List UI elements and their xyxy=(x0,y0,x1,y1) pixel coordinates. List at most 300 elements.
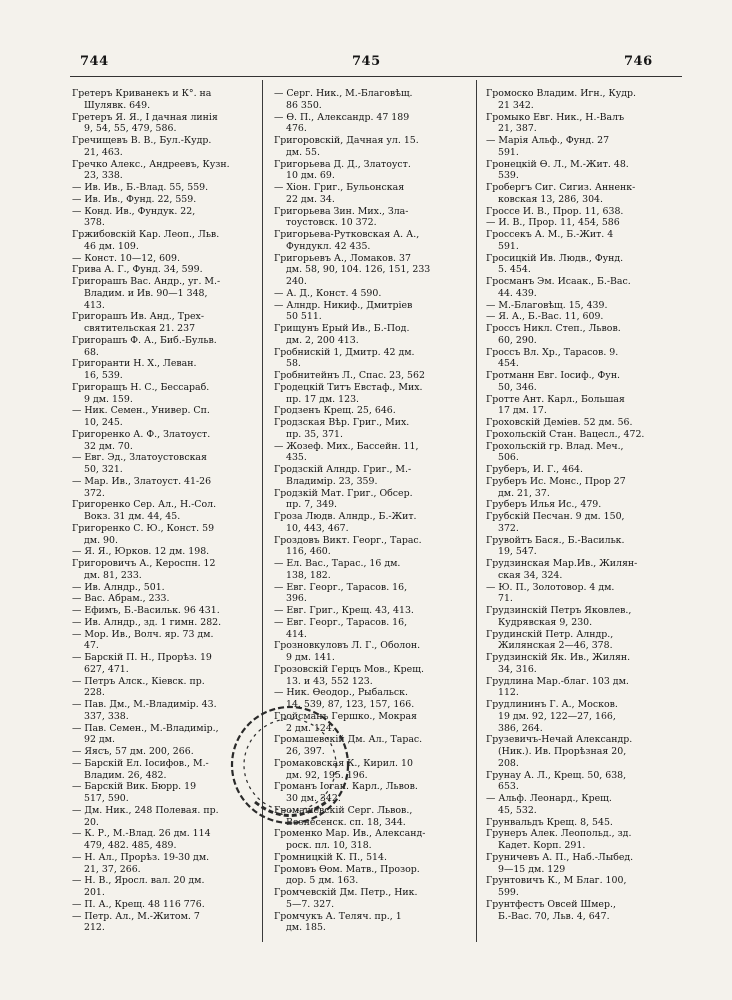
directory-entry xyxy=(486,217,672,229)
entry-address-line: Б.-Вас. 70, Льв. 4, 647. xyxy=(498,910,610,922)
entry-address-line: 50, 321. xyxy=(84,464,123,475)
entry-address-line: 44. 439. xyxy=(498,287,537,299)
entry-address-line: 58. xyxy=(286,358,301,370)
entry-name-line: — Ив. Алндр., 501. xyxy=(72,581,165,593)
entry-name-line: — Ив. Ив., Фунд. 22, 559. xyxy=(72,193,197,205)
entry-name-line: — Ел. Вас., Тарас., 16 дм. xyxy=(274,558,401,569)
directory-entry xyxy=(274,511,460,535)
entry-name-line: Гродзская Вѣр. Григ., Мих. xyxy=(274,417,410,428)
directory-entry xyxy=(486,899,672,923)
entry-name-line: — Барскій Ел. Іосифов., М.- xyxy=(72,757,209,769)
directory-entry xyxy=(72,629,258,653)
page-number-right: 746 xyxy=(624,54,653,69)
entry-address-line: 517, 590. xyxy=(84,793,129,804)
directory-entry xyxy=(72,358,258,382)
entry-name-line: Гродзенъ Крещ. 25, 646. xyxy=(274,405,396,417)
entry-name-line: — Хіон. Григ., Бульонская xyxy=(274,182,405,193)
entry-address-line: 9 дм. 159. xyxy=(84,393,133,405)
entry-address-line: 591. xyxy=(498,240,519,252)
directory-entry xyxy=(486,417,672,429)
entry-address-line: 208. xyxy=(498,757,519,769)
entry-address-line: Кадет. Корп. 291. xyxy=(498,840,586,851)
entry-address-line: 653. xyxy=(498,781,519,793)
directory-entry xyxy=(72,617,258,629)
entry-name-line: — И. В., Прор. 11, 454, 586 xyxy=(486,217,620,229)
entry-address-line: 372. xyxy=(498,522,519,534)
entry-address-line: дм. 90. xyxy=(84,534,118,546)
entry-address-line: 19, 547. xyxy=(498,546,537,558)
entry-name-line: Гросицкій Ив. Людв., Фунд. xyxy=(486,252,624,264)
directory-entry xyxy=(274,135,460,159)
directory-entry xyxy=(486,464,672,476)
library-stamp-icon xyxy=(225,690,355,840)
entry-name-line: — Ефимъ, Б.-Васильк. 96 431. xyxy=(72,605,220,616)
entry-name-line: Григоровичъ А., Кероспн. 12 xyxy=(72,558,216,569)
directory-entry xyxy=(486,699,672,734)
entry-address-line: 68. xyxy=(84,346,99,358)
directory-entry xyxy=(486,182,672,206)
directory-entry xyxy=(486,347,672,371)
entry-name-line: Григорьева Зин. Мих., Зла- xyxy=(274,205,409,217)
entry-address-line: дм. 92, 195. 196. xyxy=(286,769,368,781)
directory-entry xyxy=(274,253,460,288)
entry-address-line: 413. xyxy=(84,299,105,311)
directory-entry xyxy=(486,135,672,159)
entry-name-line: Гроздовъ Викт. Георг., Тарас. xyxy=(274,534,422,546)
entry-name-line: Грохольскій Стан. Вацесл., 472. xyxy=(486,428,645,440)
directory-entry xyxy=(72,382,258,406)
directory-entry xyxy=(274,605,460,617)
entry-address-line: дм. 21, 37. xyxy=(498,487,550,499)
directory-entry xyxy=(486,629,672,653)
directory-entry xyxy=(486,253,672,277)
entry-address-line: 21, 37, 266. xyxy=(84,863,141,875)
entry-name-line: Громанъ Іоган. Карл., Львов. xyxy=(274,781,418,793)
directory-entry xyxy=(72,652,258,676)
entry-name-line: Груберъ Илья Ис., 479. xyxy=(486,499,602,511)
entry-name-line: — Ив. Алндр., зд. 1 гимн. 282. xyxy=(72,616,222,628)
entry-name-line: — Вас. Абрам., 233. xyxy=(72,593,170,605)
directory-entry xyxy=(72,523,258,547)
entry-address-line: роск. пл. 10, 318. xyxy=(286,840,372,851)
directory-entry xyxy=(486,88,672,112)
entry-name-line: — Барскій Вик. Бюрр. 19 xyxy=(72,781,197,793)
entry-address-line: 46 дм. 109. xyxy=(84,240,139,252)
directory-entry xyxy=(486,206,672,218)
entry-name-line: Грудзинскій Як. Ив., Жилян. xyxy=(486,652,631,663)
entry-name-line: — Петръ Алск., Кіевск. пр. xyxy=(72,675,205,687)
entry-name-line: — Пав. Дм., М.-Владимір. 43. xyxy=(72,699,217,710)
directory-entry xyxy=(486,652,672,676)
entry-name-line: Грива А. Г., Фунд. 34, 599. xyxy=(72,264,203,276)
entry-address-line: пр. 17 дм. 123. xyxy=(286,393,360,405)
entry-address-line: 627, 471. xyxy=(84,663,129,675)
entry-address-line: ковская 13, 286, 304. xyxy=(498,193,603,205)
entry-name-line: Григорашъ Вас. Андр., уг. М.- xyxy=(72,276,221,287)
directory-entry xyxy=(486,511,672,535)
entry-name-line: Грудзинскій Петръ Яковлев., xyxy=(486,605,632,616)
directory-entry xyxy=(274,300,460,324)
entry-address-line: 23, 338. xyxy=(84,170,123,182)
entry-name-line: Грунау А. Л., Крещ. 50, 638, xyxy=(486,769,627,781)
entry-name-line: Гроза Людв. Алндр., Б.-Жит. xyxy=(274,511,417,522)
entry-name-line: — П. А., Крещ. 48 116 776. xyxy=(72,898,205,910)
entry-name-line: Григоренко С. Ю., Конст. 59 xyxy=(72,522,215,534)
directory-entry xyxy=(72,499,258,523)
entry-name-line: Громенко Мар. Ив., Александ- xyxy=(274,828,426,840)
directory-entry xyxy=(274,112,460,136)
directory-entry xyxy=(72,311,258,335)
directory-entry xyxy=(72,899,258,911)
entry-name-line: Григорьева-Рутковская А. А., xyxy=(274,229,420,240)
entry-name-line: Грищунъ Ерый Ив., Б.-Под. xyxy=(274,323,410,334)
directory-entry xyxy=(274,382,460,406)
directory-entry xyxy=(274,911,460,935)
entry-name-line: Гроховскій Деміев. 52 дм. 56. xyxy=(486,417,633,428)
entry-address-line: 378. xyxy=(84,217,105,229)
entry-address-line: 2 дм. 124. xyxy=(286,722,335,734)
directory-entry xyxy=(274,535,460,559)
entry-address-line: пр. 35, 371. xyxy=(286,428,343,440)
entry-name-line: — Конст. 10—12, 609. xyxy=(72,252,180,264)
page-number-middle: 745 xyxy=(352,54,381,69)
directory-entry xyxy=(274,558,460,582)
directory-entry xyxy=(72,194,258,206)
entry-name-line: — Конд. Ив., Фундук. 22, xyxy=(72,205,196,217)
entry-address-line: 9—15 дм. 129 xyxy=(498,863,566,875)
entry-name-line: — Яясъ, 57 дм. 200, 266. xyxy=(72,746,194,757)
entry-address-line: 539. xyxy=(498,170,519,182)
entry-name-line: — Марія Альф., Фунд. 27 xyxy=(486,135,610,146)
entry-address-line: дм. 2, 200 413. xyxy=(286,334,359,346)
page-number-left: 744 xyxy=(80,54,109,69)
entry-name-line: Гронецкій Ѳ. Л., М.-Жит. 48. xyxy=(486,158,629,170)
entry-name-line: Гродзкій Мат. Григ., Обсер. xyxy=(274,487,413,499)
entry-address-line: 476. xyxy=(286,123,307,135)
entry-name-line: Груберъ Ис. Монс., Прор 27 xyxy=(486,475,626,487)
entry-name-line: — Евг. Эд., Златоустовская xyxy=(72,452,207,464)
entry-name-line: Громоско Владим. Игн., Кудр. xyxy=(486,88,637,99)
entry-address-line: Владим. и Ив. 90—1 348, xyxy=(84,287,208,299)
directory-entry xyxy=(486,276,672,300)
directory-entry xyxy=(72,229,258,253)
entry-address-line: Вокз. 31 дм. 44, 45. xyxy=(84,511,181,522)
entry-name-line: — Евг. Георг., Тарасов. 16, xyxy=(274,616,408,628)
entry-address-line: тоустовск. 10 372. xyxy=(286,217,377,229)
entry-address-line: дм. 81, 233. xyxy=(84,569,142,581)
directory-entry xyxy=(72,159,258,183)
entry-address-line: 21, 463. xyxy=(84,146,123,158)
entry-address-line: 22 дм. 34. xyxy=(286,193,335,205)
entry-address-line: 17 дм. 17. xyxy=(498,405,547,417)
entry-name-line: — Ю. П., Золотовор. 4 дм. xyxy=(486,581,615,593)
entry-name-line: — Ив. Ив., Б.-Влад. 55, 559. xyxy=(72,182,209,193)
entry-name-line: — Ник. Семен., Универ. Сп. xyxy=(72,405,210,417)
entry-address-line: Владимір. 23, 359. xyxy=(286,475,378,487)
entry-name-line: — Петр. Ал., М.-Житом. 7 xyxy=(72,910,200,922)
entry-address-line: 112. xyxy=(498,687,519,699)
entry-address-line: 591. xyxy=(498,146,519,158)
directory-entry xyxy=(274,640,460,664)
directory-entry xyxy=(486,605,672,629)
entry-address-line: дм. 185. xyxy=(286,922,326,934)
entry-name-line: Грозновкуловъ Л. Г., Оболон. xyxy=(274,640,421,652)
entry-name-line: Грузевичъ-Нечай Александр. xyxy=(486,734,633,746)
entry-name-line: Грунеръ Алек. Леопольд., зд. xyxy=(486,828,632,840)
entry-name-line: — Н. В., Яросл. вал. 20 дм. xyxy=(72,875,205,887)
entry-address-line: 13. и 43, 552 123. xyxy=(286,675,373,687)
entry-name-line: Грудинскій Петр. Алндр., xyxy=(486,628,614,640)
entry-name-line: Гробергъ Сиг. Сигиз. Анненк- xyxy=(486,182,636,193)
directory-entry xyxy=(72,452,258,476)
entry-name-line: — Мор. Ив., Волч. яр. 73 дм. xyxy=(72,628,214,640)
directory-entry xyxy=(274,464,460,488)
directory-entry xyxy=(274,370,460,382)
entry-name-line: Гржибовскій Кар. Леоп., Льв. xyxy=(72,229,220,240)
entry-address-line: 10, 245. xyxy=(84,417,123,428)
entry-address-line: 201. xyxy=(84,887,105,898)
entry-address-line: 386, 264. xyxy=(498,722,543,734)
entry-name-line: — Н. Ал., Прорѣз. 19-30 дм. xyxy=(72,851,210,863)
directory-entry xyxy=(72,546,258,558)
directory-entry xyxy=(486,499,672,511)
entry-name-line: Григорашъ Ф. А., Биб.-Бульв. xyxy=(72,334,217,346)
directory-entry xyxy=(486,229,672,253)
directory-entry xyxy=(274,488,460,512)
entry-address-line: 506. xyxy=(498,452,519,464)
directory-entry xyxy=(486,828,672,852)
entry-name-line: Гробнитейнъ Л., Спас. 23, 562 xyxy=(274,370,425,381)
directory-entry xyxy=(486,476,672,500)
entry-name-line: Грохольскій гр. Влад. Меч., xyxy=(486,440,624,452)
directory-entry xyxy=(486,582,672,606)
directory-entry xyxy=(274,617,460,641)
directory-entry xyxy=(72,112,258,136)
entry-address-line: 71. xyxy=(498,593,513,605)
directory-entry xyxy=(486,370,672,394)
directory-entry xyxy=(274,664,460,688)
entry-name-line: — А. Д., Конст. 4 590. xyxy=(274,287,382,299)
entry-name-line: Григоренко Сер. Ал., Н.-Сол. xyxy=(72,499,217,511)
entry-address-line: 30 дм. 342. xyxy=(286,793,341,804)
entry-name-line: Гроссъ Никл. Степ., Львов. xyxy=(486,323,621,334)
entry-name-line: Груберъ, И. Г., 464. xyxy=(486,464,584,475)
directory-entry xyxy=(486,770,672,794)
entry-name-line: Грунтовичъ К., М Благ. 100, xyxy=(486,875,627,887)
entry-name-line: Гроссекъ А. М., Б.-Жит. 4 xyxy=(486,229,614,240)
directory-entry xyxy=(274,582,460,606)
entry-name-line: — Я. А., Б.-Вас. 11, 609. xyxy=(486,311,604,323)
directory-entry xyxy=(274,182,460,206)
directory-entry xyxy=(486,112,672,136)
entry-address-line: (Ник.). Ив. Прорѣзная 20, xyxy=(498,746,627,757)
entry-address-line: 212. xyxy=(84,922,105,934)
entry-name-line: Гробнискій 1, Дмитр. 42 дм. xyxy=(274,346,415,358)
entry-name-line: Грубскій Песчан. 9 дм. 150, xyxy=(486,511,625,522)
entry-name-line: Гроссе И. В., Прор. 11, 638. xyxy=(486,205,624,217)
entry-name-line: Гротте Ант. Карл., Большая xyxy=(486,393,625,405)
directory-entry xyxy=(274,88,460,112)
entry-name-line: Григорьевъ А., Ломаков. 37 xyxy=(274,252,411,264)
entry-name-line: Григорашъ Ив. Анд., Трех- xyxy=(72,311,204,323)
entry-name-line: Григоранти Н. Х., Леван. xyxy=(72,358,197,370)
entry-address-line: 435. xyxy=(286,452,307,464)
entry-address-line: 228. xyxy=(84,687,105,699)
entry-name-line: Громыко Евг. Ник., Н.-Валъ xyxy=(486,111,625,123)
directory-entry xyxy=(274,441,460,465)
directory-entry xyxy=(72,335,258,359)
entry-name-line: Грозовскій Герцъ Мов., Крещ. xyxy=(274,663,424,675)
entry-address-line: 9, 54, 55, 479, 586. xyxy=(84,123,177,135)
entry-address-line: 14. 539, 87, 123, 157, 166. xyxy=(286,699,415,710)
entry-address-line: святительская 21. 237 xyxy=(84,323,196,334)
entry-address-line: 5. 454. xyxy=(498,264,531,276)
directory-column-3 xyxy=(486,88,672,968)
entry-address-line: Фундукл. 42 435. xyxy=(286,240,371,252)
entry-name-line: Громницкій К. П., 514. xyxy=(274,851,387,863)
entry-address-line: 21 342. xyxy=(498,99,534,111)
directory-entry xyxy=(274,159,460,183)
entry-address-line: 337, 338. xyxy=(84,710,129,722)
directory-entry xyxy=(274,288,460,300)
entry-address-line: 10 дм. 69. xyxy=(286,170,335,182)
entry-name-line: — Ник. Ѳеодор., Рыбальск. xyxy=(274,687,408,699)
directory-entry xyxy=(486,852,672,876)
directory-entry xyxy=(72,911,258,935)
entry-name-line: Громашевскій Дм. Ал., Тарас. xyxy=(274,734,423,746)
directory-entry xyxy=(72,605,258,617)
entry-name-line: Грунвальдъ Крещ. 8, 545. xyxy=(486,816,613,828)
entry-address-line: 60, 290. xyxy=(498,334,537,346)
entry-address-line: 5—7. 327. xyxy=(286,898,335,910)
column-divider xyxy=(476,80,477,942)
entry-name-line: Громчукъ А. Теляч. пр., 1 xyxy=(274,910,402,922)
directory-entry xyxy=(274,229,460,253)
entry-name-line: Громовъ Ѳом. Матв., Прозор. xyxy=(274,863,420,875)
directory-entry xyxy=(72,276,258,311)
entry-address-line: 599. xyxy=(498,887,519,898)
entry-address-line: 92 дм. xyxy=(84,734,115,746)
entry-address-line: 138, 182. xyxy=(286,569,331,581)
directory-entry xyxy=(72,476,258,500)
entry-address-line: 34, 316. xyxy=(498,663,537,675)
entry-name-line: — Дм. Ник., 248 Полевая. пр. xyxy=(72,804,219,816)
entry-name-line: Гротманн Евг. Іосиф., Фун. xyxy=(486,370,621,381)
entry-address-line: 16, 539. xyxy=(84,370,123,381)
entry-address-line: дм. 58, 90, 104. 126, 151, 233 xyxy=(286,264,431,276)
entry-name-line: Григоренко А. Ф., Златоуст. xyxy=(72,428,211,440)
entry-name-line: — Евг. Григ., Крещ. 43, 413. xyxy=(274,605,414,616)
entry-name-line: — Алндр. Никиф., Дмитріев xyxy=(274,299,413,311)
directory-entry xyxy=(486,429,672,441)
entry-name-line: — Альф. Леонард., Крещ. xyxy=(486,793,612,804)
directory-entry xyxy=(72,852,258,876)
entry-address-line: 47. xyxy=(84,640,99,652)
directory-entry xyxy=(72,88,258,112)
entry-name-line: — Евг. Георг., Тарасов. 16, xyxy=(274,581,408,593)
entry-name-line: — Серг. Ник., М.-Благовѣщ. xyxy=(274,88,413,99)
directory-entry xyxy=(274,417,460,441)
directory-entry xyxy=(72,405,258,429)
entry-address-line: пр. 7, 349. xyxy=(286,499,338,511)
entry-name-line: — Мар. Ив., Златоуст. 41-26 xyxy=(72,475,212,487)
directory-entry xyxy=(274,405,460,417)
directory-entry xyxy=(72,582,258,594)
entry-address-line: 26, 397. xyxy=(286,746,325,757)
directory-entry xyxy=(72,182,258,194)
directory-entry xyxy=(486,734,672,769)
entry-name-line: Грудлининъ Г. А., Москов. xyxy=(486,699,618,710)
directory-entry xyxy=(274,852,460,864)
directory-entry xyxy=(486,535,672,559)
directory-entry xyxy=(72,593,258,605)
entry-name-line: — Я. Я., Юрков. 12 дм. 198. xyxy=(72,546,210,558)
entry-address-line: Вознесенск. сп. 18, 344. xyxy=(286,816,406,828)
entry-name-line: — М.-Благовѣщ. 15, 439. xyxy=(486,299,608,311)
directory-entry xyxy=(274,347,460,371)
entry-address-line: 479, 482. 485, 489. xyxy=(84,840,177,851)
directory-entry xyxy=(486,394,672,418)
entry-address-line: 20. xyxy=(84,816,99,828)
entry-name-line: Григорьева Д. Д., Златоуст. xyxy=(274,158,411,170)
entry-name-line: Гретеръ Я. Я., I дачная линія xyxy=(72,111,218,123)
directory-entry xyxy=(72,135,258,159)
entry-address-line: 19 дм. 92, 122—27, 166, xyxy=(498,710,616,722)
directory-entry xyxy=(72,875,258,899)
directory-entry xyxy=(486,323,672,347)
entry-name-line: — К. Р., М.-Влад. 26 дм. 114 xyxy=(72,828,211,840)
entry-name-line: Гречищевъ В. В., Бул.-Кудр. xyxy=(72,135,212,146)
directory-entry xyxy=(274,887,460,911)
entry-name-line: — Жозеф. Мих., Бассейн. 11, xyxy=(274,440,419,452)
entry-address-line: Жилянская 2—46, 378. xyxy=(498,640,613,652)
entry-name-line: Груничевъ А. П., Наб.-Лыбед. xyxy=(486,851,634,863)
entry-name-line: Гретеръ Криванекъ и К°. на xyxy=(72,88,212,99)
directory-entry xyxy=(274,206,460,230)
entry-address-line: 21, 387. xyxy=(498,123,537,135)
entry-name-line: Грунтфестъ Овсей Шмер., xyxy=(486,898,616,910)
entry-name-line: — Пав. Семен., М.-Владимір., xyxy=(72,722,219,734)
directory-entry xyxy=(72,558,258,582)
entry-address-line: 50 511. xyxy=(286,311,322,323)
entry-name-line: Грудлина Мар.-благ. 103 дм. xyxy=(486,675,629,687)
entry-name-line: Громчевскій Дм. Петр., Ник. xyxy=(274,887,418,898)
entry-address-line: 32 дм. 70. xyxy=(84,440,133,452)
entry-name-line: Григоращъ Н. С., Бессараб. xyxy=(72,381,210,393)
entry-address-line: 396. xyxy=(286,593,307,605)
directory-entry xyxy=(486,793,672,817)
entry-address-line: 86 350. xyxy=(286,99,322,111)
entry-address-line: Кудрявская 9, 230. xyxy=(498,616,593,628)
directory-entry xyxy=(486,676,672,700)
entry-name-line: Гречко Алекс., Андреевъ, Кузн. xyxy=(72,158,230,170)
directory-entry xyxy=(274,864,460,888)
directory-entry xyxy=(486,875,672,899)
entry-address-line: дор. 5 дм. 163. xyxy=(286,875,359,887)
entry-name-line: Грувойтъ Бася., Б.-Васильк. xyxy=(486,534,625,546)
entry-address-line: 240. xyxy=(286,276,307,287)
entry-address-line: 50, 346. xyxy=(498,381,537,393)
entry-name-line: Гросманъ Эм. Исаак., Б.-Вас. xyxy=(486,276,631,287)
entry-name-line: — Барскій П. Н., Прорѣз. 19 xyxy=(72,652,212,663)
directory-entry xyxy=(486,159,672,183)
directory-entry xyxy=(72,253,258,265)
entry-address-line: 454. xyxy=(498,358,519,370)
entry-address-line: Владим. 26, 482. xyxy=(84,769,167,781)
directory-entry xyxy=(72,429,258,453)
entry-address-line: 414. xyxy=(286,628,307,640)
entry-name-line: Гроссъ Вл. Хр., Тарасов. 9. xyxy=(486,346,619,358)
